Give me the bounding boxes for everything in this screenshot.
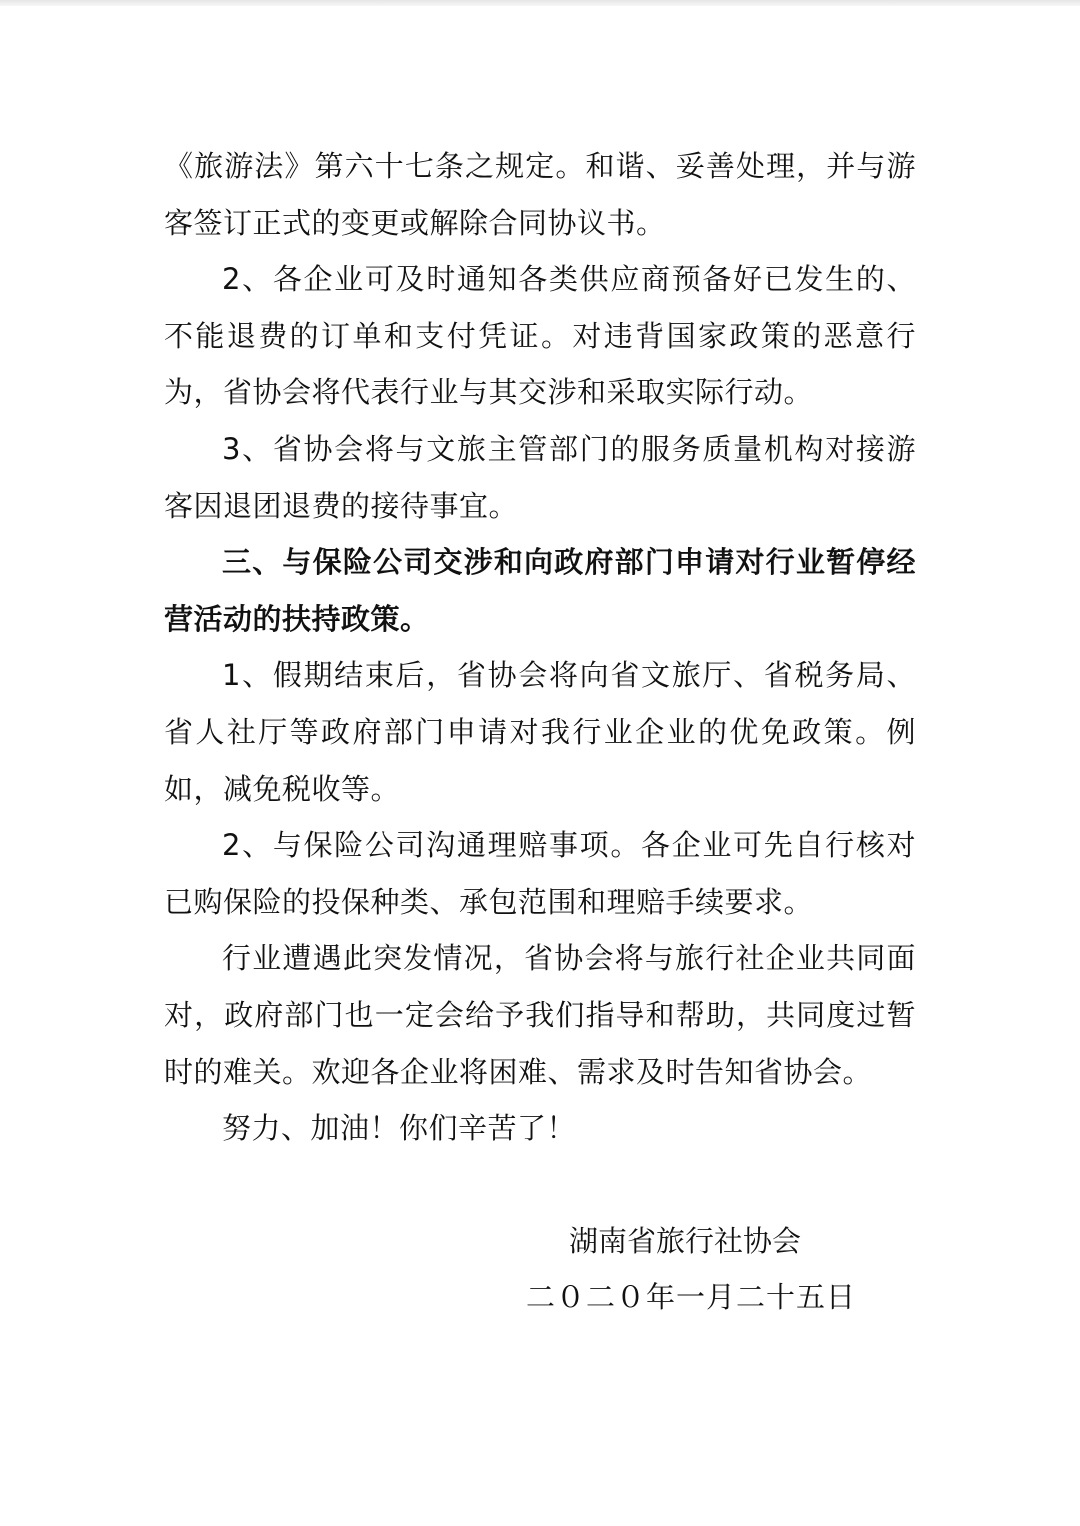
paragraph-law-reference: 《旅游法》第六十七条之规定。和谐、妥善处理，并与游客签订正式的变更或解除合同协议书。 bbox=[164, 149, 916, 240]
paragraph-item-1-policy: 1、假期结束后，省协会将向省文旅厅、省税务局、省人社厅等政府部门申请对我行业企业的优免政策。例如，减免税收等。 bbox=[164, 658, 916, 806]
signature-organization: 湖南省旅行社协会 bbox=[569, 1224, 802, 1258]
paragraph-encouragement: 努力、加油！你们辛苦了！ bbox=[222, 1111, 577, 1146]
paragraph-closing: 行业遭遇此突发情况，省协会将与旅行社企业共同面对，政府部门也一定会给予我们指导和帮助，共同度过暂时的难关。欢迎各企业将困难、需求及时告知省协会。 bbox=[164, 941, 916, 1089]
scan-top-edge bbox=[0, 0, 1080, 6]
section-heading-three: 三、与保险公司交涉和向政府部门申请对行业暂停经营活动的扶持政策。 bbox=[164, 545, 916, 636]
signature-date: 二０二０年一月二十五日 bbox=[526, 1280, 857, 1314]
paragraph-item-2-insurance: 2、与保险公司沟通理赔事项。各企业可先自行核对已购保险的投保种类、承包范围和理赔手续要求。 bbox=[164, 828, 916, 919]
document-body bbox=[164, 138, 916, 1157]
paragraph-item-2-suppliers: 2、各企业可及时通知各类供应商预备好已发生的、不能退费的订单和支付凭证。对违背国家政策的恶意行为，省协会将代表行业与其交涉和采取实际行动。 bbox=[164, 262, 916, 410]
paragraph-item-3-reception: 3、省协会将与文旅主管部门的服务质量机构对接游客因退团退费的接待事宜。 bbox=[164, 431, 916, 523]
